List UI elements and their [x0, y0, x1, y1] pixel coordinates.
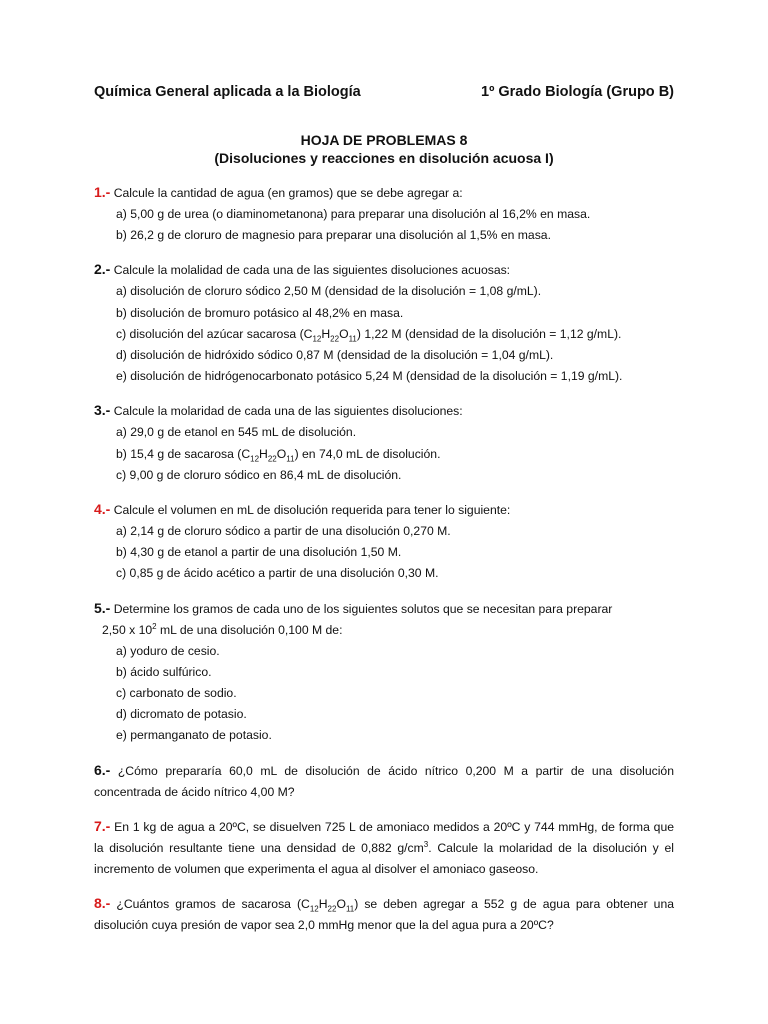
problem-2: [94, 259, 674, 387]
sheet-subtitle: (Disoluciones y reacciones en disolución acuosa I): [214, 150, 554, 166]
problem-number: 6.-: [94, 761, 111, 778]
problem-3: [94, 400, 674, 486]
problem-subitem: d) disolución de hidróxido sódico 0,87 M (densidad de la disolución = 1,04 g/mL).: [116, 348, 554, 363]
problem-6: [94, 760, 674, 803]
problem-subitem: b) disolución de bromuro potásico al 48,2% en masa.: [116, 305, 404, 320]
problem-5: [94, 598, 674, 747]
problem-statement: [94, 816, 674, 880]
problem-subitem: d) dicromato de potasio.: [116, 707, 247, 722]
problem-subitem: c) carbonato de sodio.: [116, 686, 237, 701]
problem-text: Calcule el volumen en mL de disolución requerida para tener lo siguiente:: [110, 503, 511, 518]
group-label: 1º Grado Biología (Grupo B): [481, 84, 674, 100]
problem-text-continued: 2,50 x $10^2$ mL de una disolución 0,100 M de:: [102, 621, 343, 637]
problem-1: [94, 182, 674, 246]
problem-number: 5.-: [94, 599, 111, 616]
problem-statement: [94, 182, 674, 204]
problem-number: 8.-: [94, 894, 111, 911]
problem-text: ¿Cuántos gramos de sacarosa $(C_{12}H_{22}O_{11})$ se deben agregar a 552 g de agua para obtener una disolución cuya presión de vapor sea 2,0 mmHg menor que la del agua pura a 20ºC?: [94, 896, 674, 932]
sheet-title: HOJA DE PROBLEMAS 8: [300, 132, 468, 148]
problem-statement: [94, 499, 674, 521]
problem-statement: [94, 259, 674, 281]
document-header: [94, 82, 674, 102]
problem-8: [94, 893, 674, 936]
problem-text: Calcule la molaridad de cada una de las siguientes disoluciones:: [110, 404, 463, 419]
problem-text: Calcule la molalidad de cada una de las siguientes disoluciones acuosas:: [110, 263, 511, 278]
problem-subitem: c) disolución del azúcar sacarosa $(C_{12}H_{22}O_{11})$ 1,22 M (densidad de la disolución = 1,12 g/mL).: [116, 326, 622, 344]
problem-subitem: e) permanganato de potasio.: [116, 728, 272, 743]
problem-statement: [94, 760, 674, 803]
problem-subitem: a) 29,0 g de etanol en 545 mL de disolución.: [116, 425, 357, 440]
problem-subitem: c) 0,85 g de ácido acético a partir de una disolución 0,30 M.: [116, 566, 439, 581]
problem-number: 7.-: [94, 817, 111, 834]
problem-number: 1.-: [94, 184, 111, 200]
problem-number: 4.-: [94, 501, 111, 518]
problem-subitem: a) yoduro de cesio.: [116, 643, 220, 658]
problem-text: Determine los gramos de cada uno de los siguientes solutos que se necesitan para preparar: [110, 601, 613, 616]
problem-subitem: a) 2,14 g de cloruro sódico a partir de una disolución 0,270 M.: [116, 524, 451, 539]
problem-number: 3.-: [94, 402, 111, 419]
sheet-titles: [94, 131, 674, 167]
course-title: Química General aplicada a la Biología: [94, 84, 361, 100]
problem-4: [94, 499, 674, 585]
problem-statement: [94, 893, 674, 936]
problem-subitem: b) 4,30 g de etanol a partir de una disolución 1,50 M.: [116, 545, 402, 560]
problem-subitem: b) 15,4 g de sacarosa $(C_{12}H_{22}O_{11})$ en 74,0 mL de disolución.: [116, 446, 441, 464]
problem-text: ¿Cómo prepararía 60,0 mL de disolución de ácido nítrico 0,200 M a partir de una disolución concentrada de ácido nítrico 4,00 M?: [94, 763, 674, 799]
problem-statement: [94, 598, 674, 620]
problem-text: En 1 kg de agua a 20ºC, se disuelven 725 L de amoniaco medidos a 20ºC y 744 mmHg, de forma que la disolución resultante tiene una densidad de 0,882 $g/cm^3$. Calcule la molaridad de la disolución y el incremento de volumen que experimenta el agua al disolver el amoniaco gaseoso.: [94, 819, 674, 876]
problem-subitem: b) 26,2 g de cloruro de magnesio para preparar una disolución al 1,5% en masa.: [116, 228, 551, 243]
problem-subitem: a) 5,00 g de urea (o diaminometanona) para preparar una disolución al 16,2% en masa.: [116, 207, 591, 221]
problem-text: Calcule la cantidad de agua (en gramos) que se debe agregar a:: [110, 186, 463, 200]
problem-7: [94, 816, 674, 880]
problem-subitem: b) ácido sulfúrico.: [116, 664, 212, 679]
problem-subitem: c) 9,00 g de cloruro sódico en 86,4 mL de disolución.: [116, 467, 402, 482]
problem-subitem: e) disolución de hidrógenocarbonato potásico 5,24 M (densidad de la disolución = 1,19 g/mL).: [116, 369, 623, 384]
problem-number: 2.-: [94, 261, 111, 278]
problem-statement: [94, 400, 674, 422]
problem-list: [94, 182, 674, 936]
problem-subitem: a) disolución de cloruro sódico 2,50 M (densidad de la disolución = 1,08 g/mL).: [116, 284, 542, 299]
